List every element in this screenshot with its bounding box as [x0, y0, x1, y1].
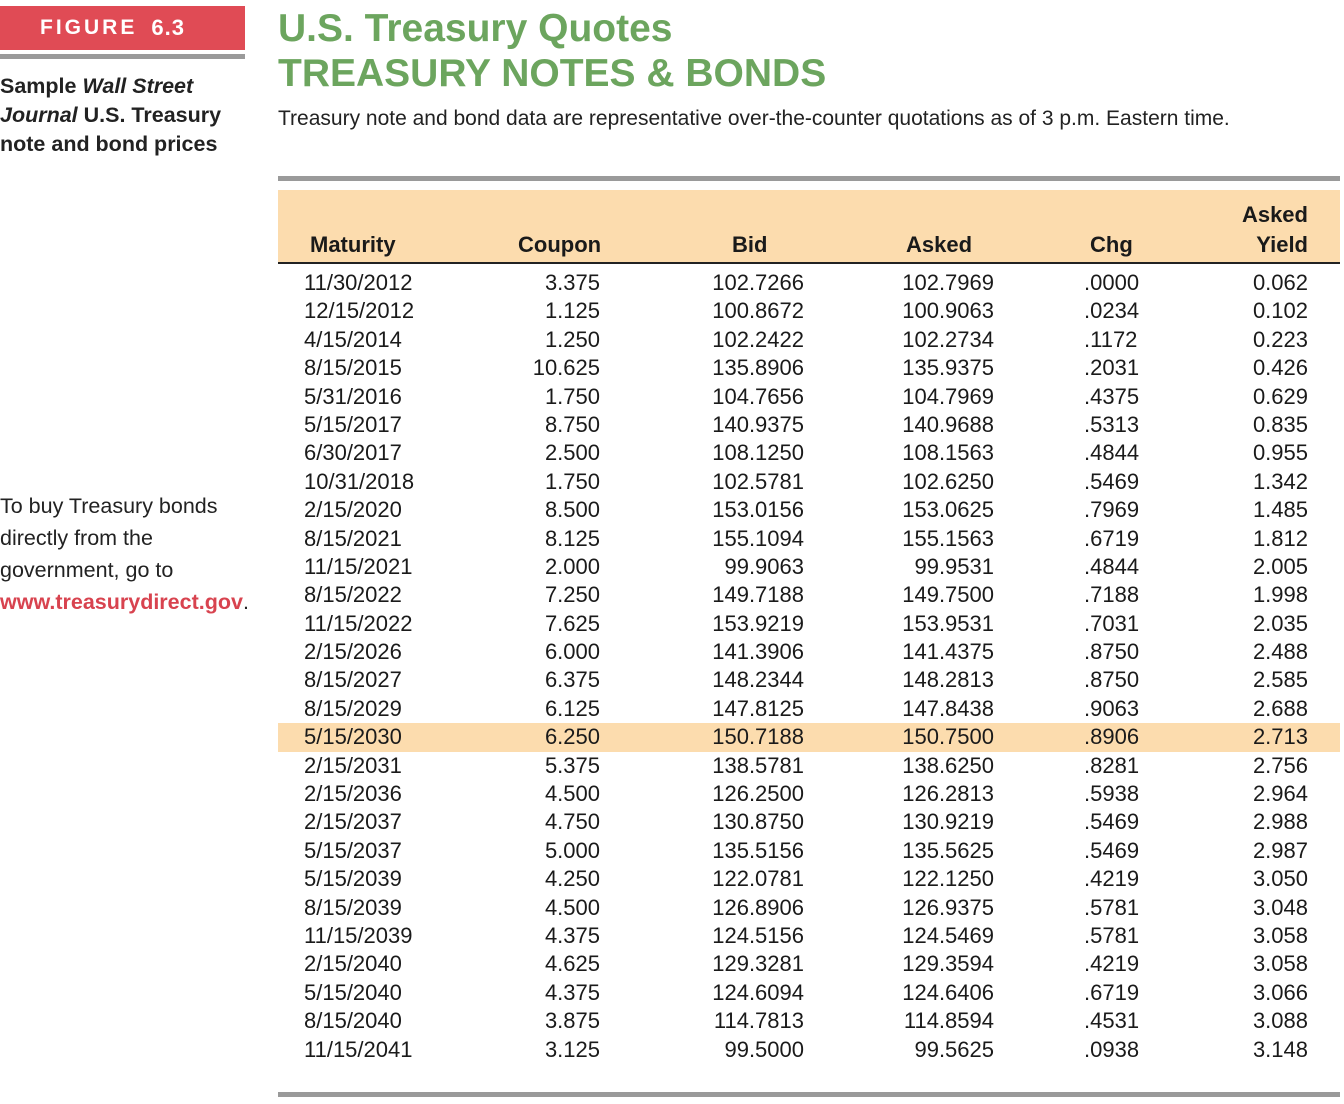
asked-cell: 108.1563 — [902, 440, 994, 466]
bid-cell: 135.8906 — [712, 355, 804, 381]
maturity-cell: 2/15/2040 — [304, 951, 402, 977]
chg-cell: .4219 — [1084, 866, 1140, 892]
chg-cell: .8906 — [1084, 724, 1140, 750]
maturity-cell: 4/15/2014 — [304, 326, 402, 352]
asked-yield-cell: 1.485 — [1252, 497, 1308, 523]
chg-cell: .7188 — [1084, 582, 1140, 608]
maturity-cell: 11/15/2041 — [304, 1036, 413, 1062]
figure-number: 6.3 — [151, 15, 185, 40]
maturity-cell: 11/15/2022 — [304, 610, 413, 636]
table-row — [278, 581, 1340, 609]
chg-cell: .9063 — [1084, 695, 1140, 721]
asked-cell: 147.8438 — [902, 695, 994, 721]
bid-cell: 138.5781 — [712, 752, 804, 778]
table-row — [278, 666, 1340, 694]
coupon-cell: 4.250 — [544, 866, 600, 892]
asked-cell: 140.9688 — [902, 411, 994, 437]
asked-yield-cell: 2.987 — [1252, 837, 1308, 863]
chg-cell: .5781 — [1084, 922, 1140, 948]
asked-cell: 135.5625 — [902, 837, 994, 863]
caption-journal-name: Wall Street Journal — [0, 74, 194, 127]
asked-yield-cell: 0.835 — [1252, 411, 1308, 437]
subtitle: Treasury note and bond data are representative over-the-counter quotations as of 3 p.m. Eastern time. — [278, 107, 1230, 130]
asked-yield-cell: 3.088 — [1252, 1008, 1308, 1034]
maturity-cell: 5/15/2017 — [304, 411, 402, 437]
table-top-divider — [278, 176, 1340, 181]
asked-cell: 138.6250 — [902, 752, 994, 778]
maturity-cell: 5/15/2039 — [304, 866, 402, 892]
asked-cell: 153.9531 — [902, 610, 994, 636]
bid-cell: 141.3906 — [712, 639, 804, 665]
bid-cell: 126.8906 — [712, 894, 804, 920]
asked-yield-cell: 3.058 — [1252, 951, 1308, 977]
header-bid: Bid — [732, 232, 768, 257]
table-row — [278, 383, 1340, 411]
asked-cell: 124.6406 — [902, 979, 994, 1005]
bid-cell: 99.9063 — [724, 553, 804, 579]
maturity-cell: 10/31/2018 — [304, 468, 415, 494]
maturity-cell: 8/15/2039 — [304, 894, 402, 920]
asked-cell: 100.9063 — [902, 298, 994, 324]
coupon-cell: 1.250 — [544, 326, 600, 352]
bid-cell: 148.2344 — [712, 667, 804, 693]
asked-cell: 114.8594 — [903, 1008, 994, 1034]
maturity-cell: 8/15/2027 — [304, 667, 402, 693]
chg-cell: .2031 — [1084, 355, 1140, 381]
figure-badge — [0, 6, 245, 50]
bid-cell: 126.2500 — [712, 781, 804, 807]
bid-cell: 155.1094 — [712, 525, 804, 551]
bid-cell: 102.5781 — [712, 468, 804, 494]
coupon-cell: 2.500 — [544, 440, 600, 466]
coupon-cell: 3.375 — [544, 270, 600, 295]
caption-text-2: U.S. Treasury note and bond prices — [0, 103, 222, 156]
chg-cell: .1172 — [1084, 326, 1138, 352]
asked-cell: 155.1563 — [902, 525, 994, 551]
header-chg: Chg — [1090, 232, 1133, 257]
table-row — [278, 553, 1340, 581]
table-row — [278, 411, 1340, 439]
asked-cell: 104.7969 — [902, 383, 994, 409]
table-row — [278, 468, 1340, 496]
bid-cell: 147.8125 — [712, 695, 804, 721]
chg-cell: .5469 — [1084, 809, 1140, 835]
maturity-cell: 8/15/2040 — [304, 1008, 402, 1034]
bid-cell: 153.9219 — [712, 610, 804, 636]
figure-caption — [0, 72, 250, 159]
asked-cell: 141.4375 — [902, 639, 994, 665]
table-row — [278, 1007, 1340, 1035]
asked-yield-cell: 3.048 — [1252, 894, 1308, 920]
header-asked: Asked — [906, 232, 973, 257]
table-bottom-divider — [278, 1092, 1340, 1097]
bid-cell: 124.6094 — [712, 979, 804, 1005]
bid-cell: 124.5156 — [712, 922, 804, 948]
asked-cell: 102.6250 — [902, 468, 994, 494]
maturity-cell: 2/15/2031 — [304, 752, 402, 778]
bid-cell: 102.7266 — [712, 270, 804, 295]
asked-cell: 129.3594 — [902, 951, 994, 977]
coupon-cell: 3.125 — [544, 1036, 600, 1062]
maturity-cell: 8/15/2021 — [304, 525, 402, 551]
table-row — [278, 922, 1340, 950]
asked-yield-cell: 0.102 — [1252, 298, 1308, 324]
table-row — [278, 979, 1340, 1007]
coupon-cell: 8.500 — [544, 497, 600, 523]
coupon-cell: 5.000 — [544, 837, 600, 863]
coupon-cell: 3.875 — [544, 1008, 600, 1034]
maturity-cell: 6/30/2017 — [304, 440, 402, 466]
maturity-cell: 2/15/2036 — [304, 781, 402, 807]
table-row — [278, 354, 1340, 382]
bid-cell: 108.1250 — [712, 440, 804, 466]
coupon-cell: 4.750 — [544, 809, 600, 835]
table-row — [278, 610, 1340, 638]
asked-yield-cell: 1.812 — [1252, 525, 1308, 551]
bid-cell: 150.7188 — [712, 724, 804, 750]
asked-cell: 99.5625 — [914, 1036, 994, 1062]
asked-yield-cell: 0.629 — [1252, 383, 1308, 409]
maturity-cell: 11/15/2039 — [304, 922, 413, 948]
asked-cell: 150.7500 — [902, 724, 994, 750]
asked-yield-cell: 3.148 — [1252, 1036, 1308, 1062]
asked-cell: 126.9375 — [902, 894, 994, 920]
asked-yield-cell: 1.998 — [1252, 582, 1308, 608]
maturity-cell: 11/15/2021 — [304, 553, 413, 579]
chg-cell: .4844 — [1084, 553, 1140, 579]
coupon-cell: 10.625 — [532, 355, 600, 381]
chg-cell: .8281 — [1084, 752, 1140, 778]
bid-cell: 114.7813 — [713, 1008, 804, 1034]
maturity-cell: 5/15/2030 — [304, 724, 402, 750]
maturity-cell: 11/30/2012 — [304, 270, 413, 295]
bid-cell: 149.7188 — [712, 582, 804, 608]
header-maturity: Maturity — [310, 232, 396, 257]
bid-cell: 122.0781 — [712, 866, 804, 892]
table-row — [278, 808, 1340, 836]
maturity-cell: 8/15/2015 — [304, 355, 402, 381]
side-note-text: To buy Treasury bonds directly from the government, go to — [0, 494, 218, 582]
chg-cell: .6719 — [1084, 979, 1140, 1005]
table-row — [278, 525, 1340, 553]
header-asked-yield — [1242, 200, 1308, 260]
coupon-cell: 6.000 — [544, 639, 600, 665]
asked-yield-cell: 2.756 — [1252, 752, 1308, 778]
chg-cell: .4531 — [1084, 1008, 1140, 1034]
maturity-cell: 2/15/2020 — [304, 497, 402, 523]
chg-cell: .5469 — [1084, 468, 1140, 494]
table-row — [278, 496, 1340, 524]
title-line-2: TREASURY NOTES & BONDS — [278, 52, 827, 95]
table-row — [278, 695, 1340, 723]
title-line-1: U.S. Treasury Quotes — [278, 7, 673, 50]
coupon-cell: 6.125 — [544, 695, 600, 721]
asked-cell: 130.9219 — [902, 809, 994, 835]
coupon-cell: 4.375 — [544, 922, 600, 948]
asked-yield-cell: 1.342 — [1252, 468, 1308, 494]
bid-cell: 140.9375 — [712, 411, 804, 437]
asked-yield-cell: 3.050 — [1252, 866, 1308, 892]
asked-yield-cell: 2.005 — [1252, 553, 1308, 579]
coupon-cell: 6.375 — [544, 667, 600, 693]
asked-cell: 153.0625 — [902, 497, 994, 523]
asked-cell: 102.7969 — [902, 270, 994, 295]
bid-cell: 102.2422 — [712, 326, 804, 352]
table-row — [278, 894, 1340, 922]
coupon-cell: 8.750 — [544, 411, 600, 437]
coupon-cell: 1.750 — [544, 383, 600, 409]
asked-yield-cell: 0.062 — [1252, 270, 1308, 295]
header-coupon: Coupon — [518, 232, 602, 257]
chg-cell: .8750 — [1084, 667, 1140, 693]
coupon-cell: 6.250 — [544, 724, 600, 750]
maturity-cell: 5/15/2040 — [304, 979, 402, 1005]
figure-label: FIGURE — [40, 16, 138, 39]
maturity-cell: 12/15/2012 — [304, 298, 415, 324]
figure-divider — [0, 54, 245, 59]
bid-cell: 104.7656 — [712, 383, 804, 409]
coupon-cell: 1.125 — [544, 298, 600, 324]
table-row — [278, 269, 1340, 297]
coupon-cell: 4.375 — [544, 979, 600, 1005]
maturity-cell: 8/15/2022 — [304, 582, 402, 608]
chg-cell: .0234 — [1084, 298, 1140, 324]
maturity-cell: 5/31/2016 — [304, 383, 402, 409]
coupon-cell: 7.625 — [544, 610, 600, 636]
asked-cell: 124.5469 — [902, 922, 994, 948]
table-body — [278, 264, 1340, 1064]
maturity-cell: 5/15/2037 — [304, 837, 402, 863]
asked-yield-cell: 2.585 — [1252, 667, 1308, 693]
chg-cell: .4219 — [1084, 951, 1140, 977]
bid-cell: 100.8672 — [712, 298, 804, 324]
bid-cell: 130.8750 — [712, 809, 804, 835]
maturity-cell: 2/15/2026 — [304, 639, 402, 665]
asked-yield-cell: 2.988 — [1252, 809, 1308, 835]
table-row — [278, 297, 1340, 325]
bid-cell: 153.0156 — [712, 497, 804, 523]
chg-cell: .4375 — [1084, 383, 1140, 409]
table-row — [278, 1036, 1340, 1064]
side-note-trailing: . — [242, 590, 249, 614]
chg-cell: .7031 — [1084, 610, 1140, 636]
coupon-cell: 4.625 — [544, 951, 600, 977]
bid-cell: 129.3281 — [712, 951, 804, 977]
coupon-cell: 8.125 — [544, 525, 600, 551]
chg-cell: .0000 — [1084, 270, 1140, 295]
asked-yield-cell: 2.688 — [1252, 695, 1308, 721]
table-row — [278, 326, 1340, 354]
maturity-cell: 2/15/2037 — [304, 809, 402, 835]
table-row — [278, 638, 1340, 666]
asked-yield-cell: 2.035 — [1252, 610, 1308, 636]
asked-cell: 126.2813 — [902, 781, 994, 807]
asked-yield-cell: 3.066 — [1252, 979, 1308, 1005]
table-row — [278, 837, 1340, 865]
chg-cell: .7969 — [1084, 497, 1140, 523]
coupon-cell: 1.750 — [544, 468, 600, 494]
table-row — [278, 950, 1340, 978]
chg-cell: .5313 — [1084, 411, 1140, 437]
asked-yield-cell: 2.964 — [1252, 781, 1308, 807]
asked-yield-cell: 0.223 — [1252, 326, 1308, 352]
page-title — [278, 6, 826, 96]
header-yield-line2: Yield — [1256, 232, 1308, 257]
asked-yield-cell: 0.426 — [1252, 355, 1308, 381]
coupon-cell: 4.500 — [544, 781, 600, 807]
asked-cell: 99.9531 — [914, 553, 994, 579]
coupon-cell: 4.500 — [544, 894, 600, 920]
coupon-cell: 5.375 — [544, 752, 600, 778]
side-note — [0, 490, 260, 618]
chg-cell: .6719 — [1084, 525, 1140, 551]
chg-cell: .4844 — [1084, 440, 1140, 466]
asked-cell: 148.2813 — [902, 667, 994, 693]
table-header — [278, 190, 1340, 264]
chg-cell: .5469 — [1084, 837, 1140, 863]
coupon-cell: 7.250 — [544, 582, 600, 608]
bid-cell: 99.5000 — [724, 1036, 804, 1062]
chg-cell: .0938 — [1084, 1036, 1140, 1062]
asked-yield-cell: 2.488 — [1252, 639, 1308, 665]
asked-yield-cell: 2.713 — [1252, 724, 1308, 750]
chg-cell: .8750 — [1084, 639, 1140, 665]
treasury-quotes-table — [278, 190, 1340, 1064]
asked-cell: 135.9375 — [902, 355, 994, 381]
table-row — [278, 752, 1340, 780]
asked-cell: 149.7500 — [902, 582, 994, 608]
table-row-highlighted — [278, 723, 1340, 751]
maturity-cell: 8/15/2029 — [304, 695, 402, 721]
asked-cell: 122.1250 — [902, 866, 994, 892]
bid-cell: 135.5156 — [712, 837, 804, 863]
asked-yield-cell: 3.058 — [1252, 922, 1308, 948]
table-row — [278, 439, 1340, 467]
asked-cell: 102.2734 — [902, 326, 994, 352]
asked-yield-cell: 0.955 — [1252, 440, 1308, 466]
header-yield-line1: Asked — [1241, 202, 1308, 227]
table-row — [278, 865, 1340, 893]
table-row — [278, 780, 1340, 808]
coupon-cell: 2.000 — [544, 553, 600, 579]
chg-cell: .5938 — [1084, 781, 1140, 807]
caption-text-1: Sample — [0, 74, 83, 98]
treasurydirect-link[interactable]: www.treasurydirect.gov — [0, 590, 243, 614]
chg-cell: .5781 — [1084, 894, 1140, 920]
